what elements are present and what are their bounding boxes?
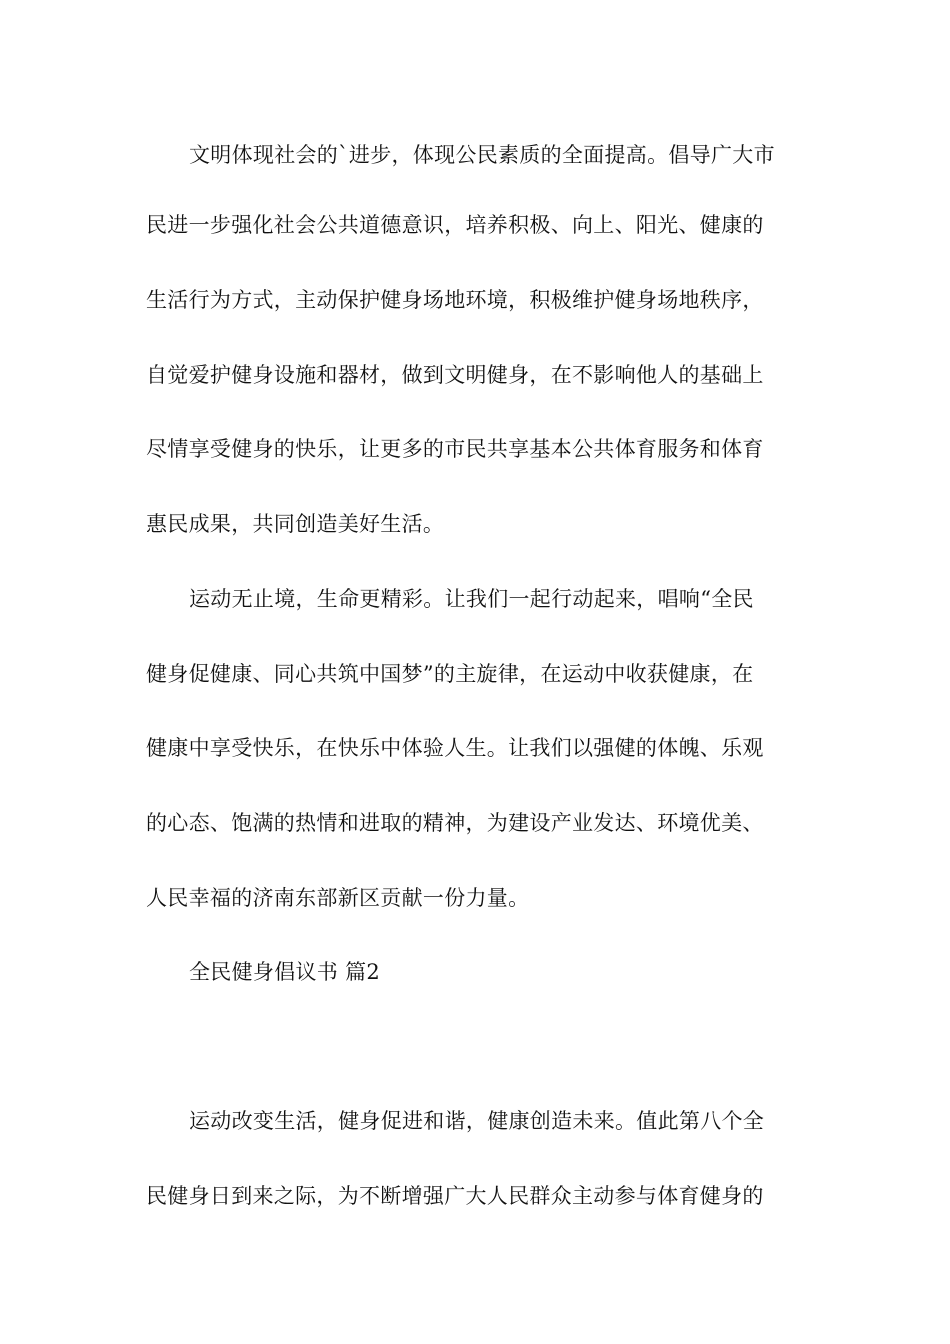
section-heading: 全民健身倡议书 篇2 <box>189 960 381 984</box>
paragraph-2-line-1: 运动无止境，生命更精彩。让我们一起行动起来，唱响“全民 <box>189 587 754 611</box>
paragraph-2-line-5: 人民幸福的济南东部新区贡献一份力量。 <box>146 886 530 910</box>
paragraph-2-line-3: 健康中享受快乐，在快乐中体验人生。让我们以强健的体魄、乐观 <box>146 736 764 760</box>
paragraph-1-line-6: 惠民成果，共同创造美好生活。 <box>146 512 445 536</box>
paragraph-2-line-2: 健身促健康、同心共筑中国梦”的主旋律，在运动中收获健康，在 <box>146 662 754 686</box>
paragraph-1-line-5: 尽情享受健身的快乐，让更多的市民共享基本公共体育服务和体育 <box>146 437 764 461</box>
paragraph-3-line-1: 运动改变生活，健身促进和谐，健康创造未来。值此第八个全 <box>189 1109 765 1133</box>
paragraph-3-line-2: 民健身日到来之际，为不断增强广大人民群众主动参与体育健身的 <box>146 1184 764 1208</box>
paragraph-1-line-2: 民进一步强化社会公共道德意识，培养积极、向上、阳光、健康的 <box>146 213 764 237</box>
paragraph-1-line-1: 文明体现社会的`进步，体现公民素质的全面提高。倡导广大市 <box>189 143 775 167</box>
paragraph-1-line-3: 生活行为方式，主动保护健身场地环境，积极维护健身场地秩序， <box>146 288 764 312</box>
paragraph-2-line-4: 的心态、饱满的热情和进取的精神，为建设产业发达、环境优美、 <box>146 811 764 835</box>
paragraph-1-line-4: 自觉爱护健身设施和器材，做到文明健身，在不影响他人的基础上 <box>146 363 764 387</box>
